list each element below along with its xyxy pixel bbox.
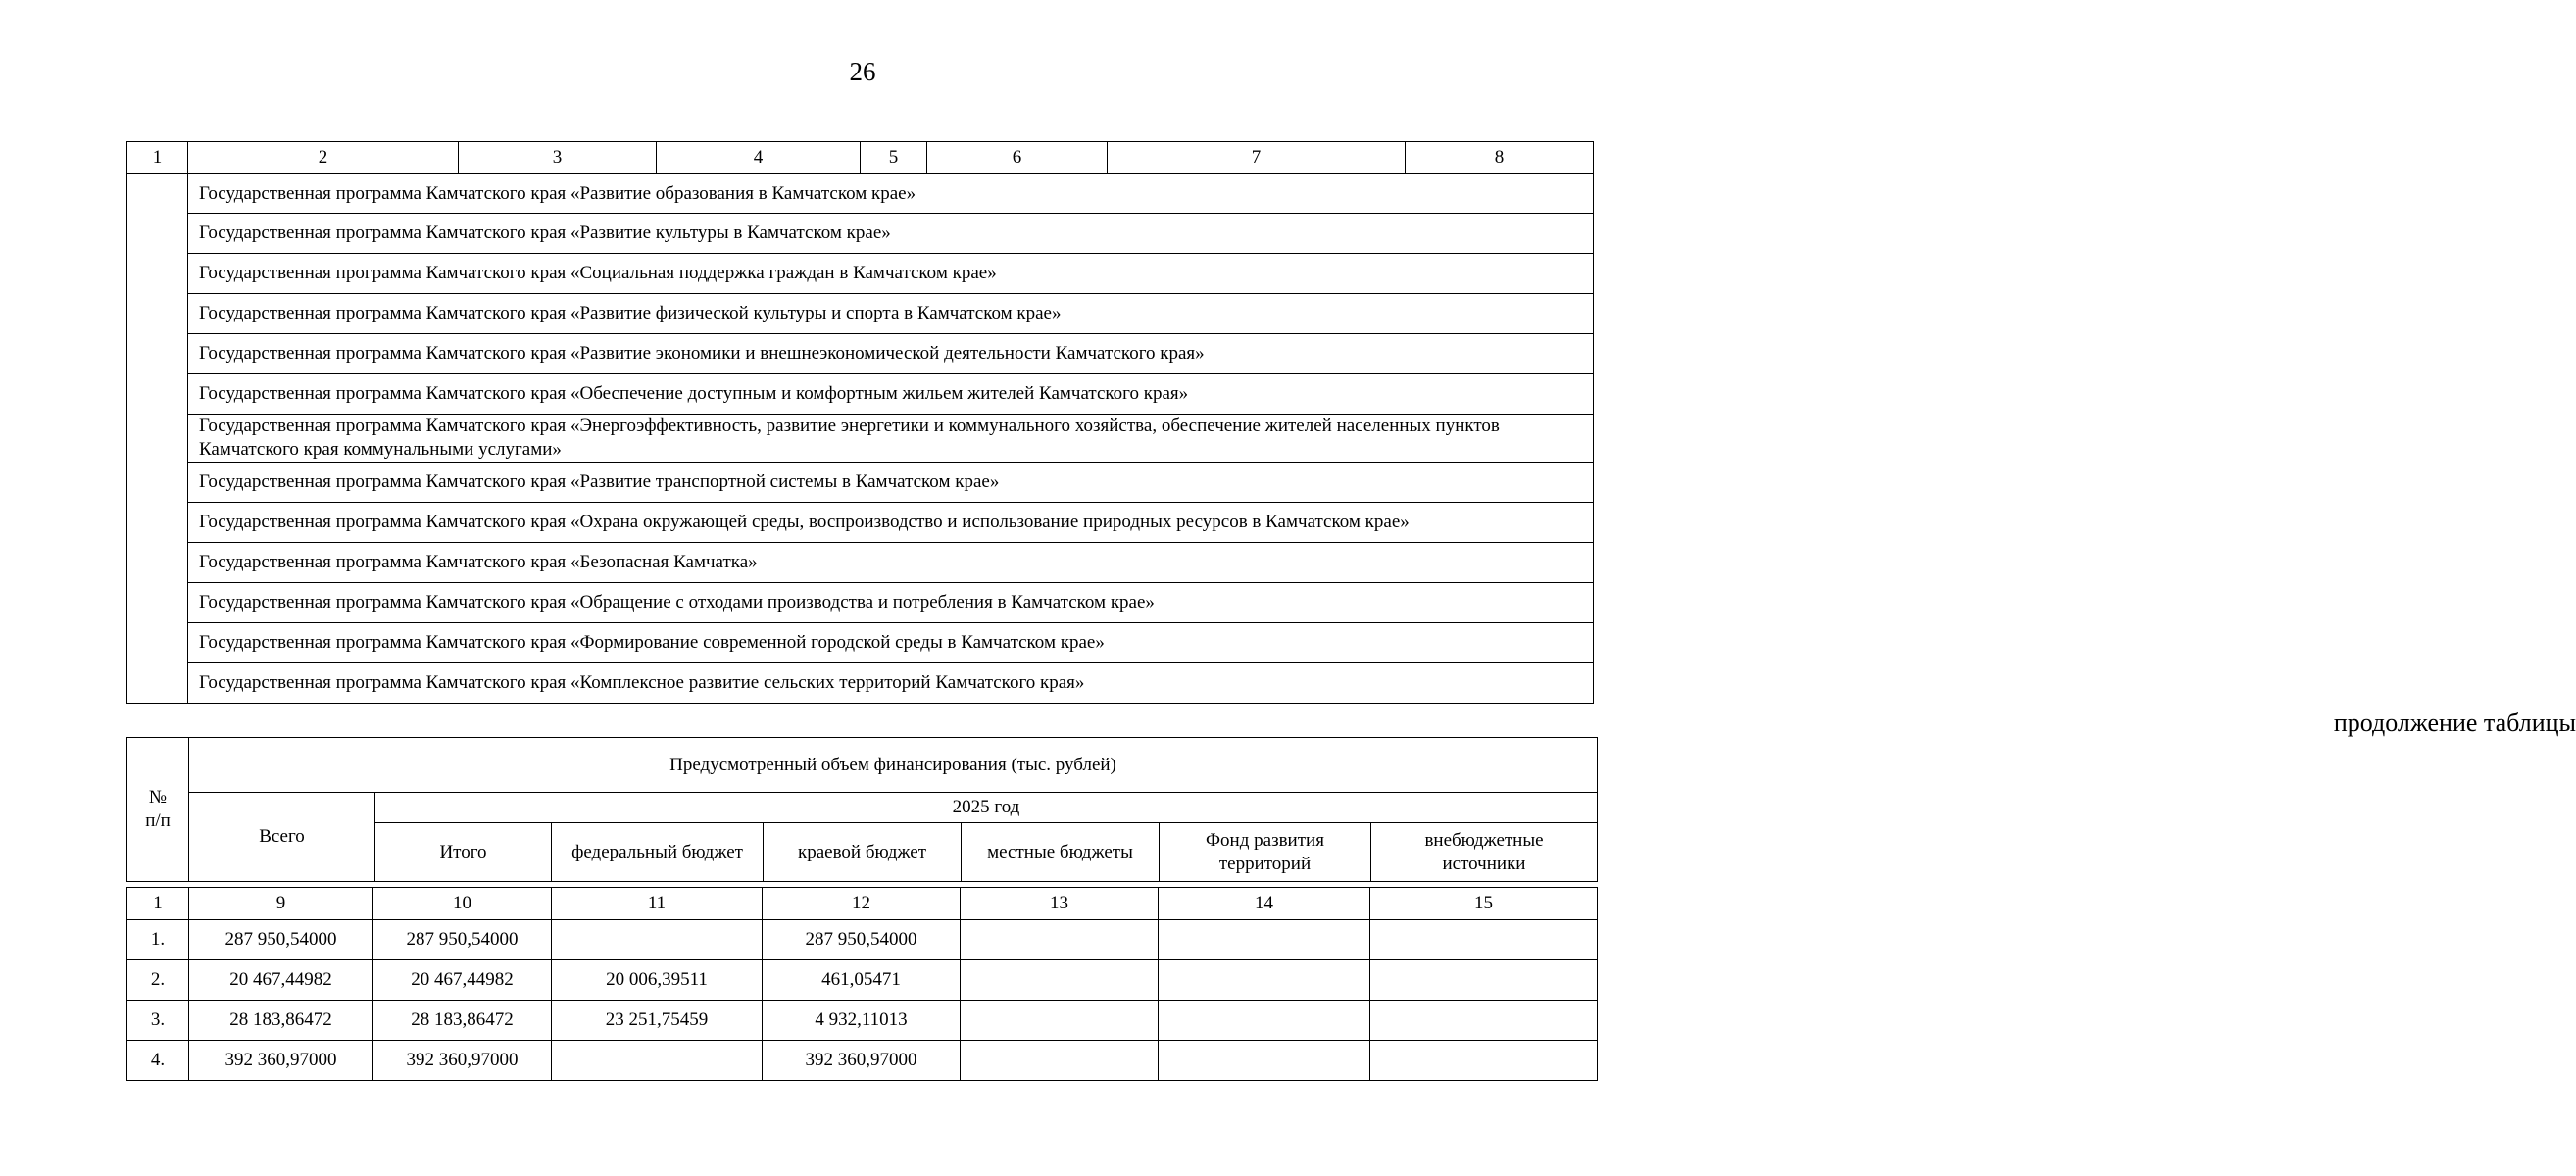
column-number: 13	[961, 888, 1159, 920]
table-row	[127, 960, 1598, 1001]
program-name: Государственная программа Камчатского края «Развитие образования в Камчатском крае»	[188, 174, 1594, 214]
column-number: 5	[861, 142, 927, 174]
program-row	[127, 583, 1594, 623]
program-name: Государственная программа Камчатского края «Развитие транспортной системы в Камчатском крае»	[188, 463, 1594, 503]
subtotal-header: Итого	[375, 823, 552, 882]
amount-cell: 20 467,44982	[189, 960, 373, 1001]
program-name: Государственная программа Камчатского края «Развитие физической культуры и спорта в Камчатском крае»	[188, 294, 1594, 334]
amount-cell	[961, 1001, 1159, 1041]
row-number: 3.	[127, 1001, 189, 1041]
program-name: Государственная программа Камчатского края «Обеспечение доступным и комфортным жильем жителей Камчатского края»	[188, 374, 1594, 415]
funding-header-table	[126, 737, 1598, 882]
amount-cell: 392 360,97000	[189, 1041, 373, 1081]
funding-data-table	[126, 887, 1598, 1081]
year-header: 2025 год	[375, 793, 1598, 823]
column-number: 8	[1406, 142, 1594, 174]
row-number: 4.	[127, 1041, 189, 1081]
column-number-row	[127, 888, 1598, 920]
table-row	[127, 1041, 1598, 1081]
amount-cell: 461,05471	[763, 960, 961, 1001]
page-number: 26	[849, 57, 876, 86]
column-number-row	[127, 142, 1594, 174]
program-row	[127, 214, 1594, 254]
column-number: 1	[127, 888, 189, 920]
column-number: 4	[657, 142, 861, 174]
program-row	[127, 503, 1594, 543]
amount-cell	[961, 1041, 1159, 1081]
program-row	[127, 374, 1594, 415]
amount-cell	[552, 920, 763, 960]
program-row	[127, 663, 1594, 704]
program-name: Государственная программа Камчатского края «Энергоэффективность, развитие энергетики и коммунального хозяйства, обеспечение жителей населенных пунктов Камчатского края коммунальными услугами»	[188, 415, 1594, 463]
row-number: 1.	[127, 920, 189, 960]
column-number: 15	[1370, 888, 1598, 920]
program-row	[127, 415, 1594, 463]
amount-cell	[1370, 1001, 1598, 1041]
program-name: Государственная программа Камчатского края «Охрана окружающей среды, воспроизводство и использование природных ресурсов в Камчатском крае»	[188, 503, 1594, 543]
programs-table	[126, 141, 1594, 704]
column-number: 14	[1159, 888, 1370, 920]
column-number: 6	[927, 142, 1108, 174]
extrabudgetary-header: внебюджетные источники	[1371, 823, 1598, 882]
program-row	[127, 543, 1594, 583]
program-name: Государственная программа Камчатского края «Комплексное развитие сельских территорий Камчатского края»	[188, 663, 1594, 704]
amount-cell: 287 950,54000	[373, 920, 552, 960]
table-row	[127, 920, 1598, 960]
number-header: № п/п	[127, 738, 189, 882]
amount-cell	[1159, 1041, 1370, 1081]
column-number: 10	[373, 888, 552, 920]
amount-cell: 392 360,97000	[373, 1041, 552, 1081]
column-number: 12	[763, 888, 961, 920]
amount-cell	[1159, 920, 1370, 960]
program-row	[127, 294, 1594, 334]
amount-cell	[1370, 960, 1598, 1001]
program-row	[127, 334, 1594, 374]
program-row	[127, 254, 1594, 294]
funding-header: Предусмотренный объем финансирования (тыс. рублей)	[189, 738, 1598, 793]
amount-cell	[552, 1041, 763, 1081]
column-number: 1	[127, 142, 188, 174]
table-row	[127, 1001, 1598, 1041]
amount-cell: 28 183,86472	[189, 1001, 373, 1041]
amount-cell: 23 251,75459	[552, 1001, 763, 1041]
amount-cell	[1159, 960, 1370, 1001]
federal-budget-header: федеральный бюджет	[552, 823, 764, 882]
program-name: Государственная программа Камчатского края «Безопасная Камчатка»	[188, 543, 1594, 583]
program-name: Государственная программа Камчатского края «Развитие экономики и внешнеэкономической деятельности Камчатского края»	[188, 334, 1594, 374]
amount-cell	[961, 920, 1159, 960]
row-number: 2.	[127, 960, 189, 1001]
amount-cell: 28 183,86472	[373, 1001, 552, 1041]
column-number: 9	[189, 888, 373, 920]
amount-cell: 20 467,44982	[373, 960, 552, 1001]
column-number: 11	[552, 888, 763, 920]
column-number: 3	[459, 142, 657, 174]
regional-budget-header: краевой бюджет	[764, 823, 962, 882]
amount-cell: 287 950,54000	[189, 920, 373, 960]
amount-cell: 392 360,97000	[763, 1041, 961, 1081]
amount-cell: 4 932,11013	[763, 1001, 961, 1041]
column-number: 7	[1108, 142, 1406, 174]
total-header: Всего	[189, 793, 375, 882]
amount-cell	[1370, 1041, 1598, 1081]
program-name: Государственная программа Камчатского края «Формирование современной городской среды в Камчатском крае»	[188, 623, 1594, 663]
program-row	[127, 623, 1594, 663]
program-row	[127, 463, 1594, 503]
column-number: 2	[188, 142, 459, 174]
program-name: Государственная программа Камчатского края «Социальная поддержка граждан в Камчатском крае»	[188, 254, 1594, 294]
local-budgets-header: местные бюджеты	[962, 823, 1160, 882]
amount-cell	[961, 960, 1159, 1001]
amount-cell	[1159, 1001, 1370, 1041]
number-cell	[127, 174, 188, 704]
territory-fund-header: Фонд развития территорий	[1160, 823, 1371, 882]
amount-cell: 287 950,54000	[763, 920, 961, 960]
program-row	[127, 174, 1594, 214]
program-name: Государственная программа Камчатского края «Обращение с отходами производства и потребления в Камчатском крае»	[188, 583, 1594, 623]
amount-cell	[1370, 920, 1598, 960]
program-name: Государственная программа Камчатского края «Развитие культуры в Камчатском крае»	[188, 214, 1594, 254]
continuation-label: продолжение таблицы	[2333, 709, 2576, 737]
amount-cell: 20 006,39511	[552, 960, 763, 1001]
